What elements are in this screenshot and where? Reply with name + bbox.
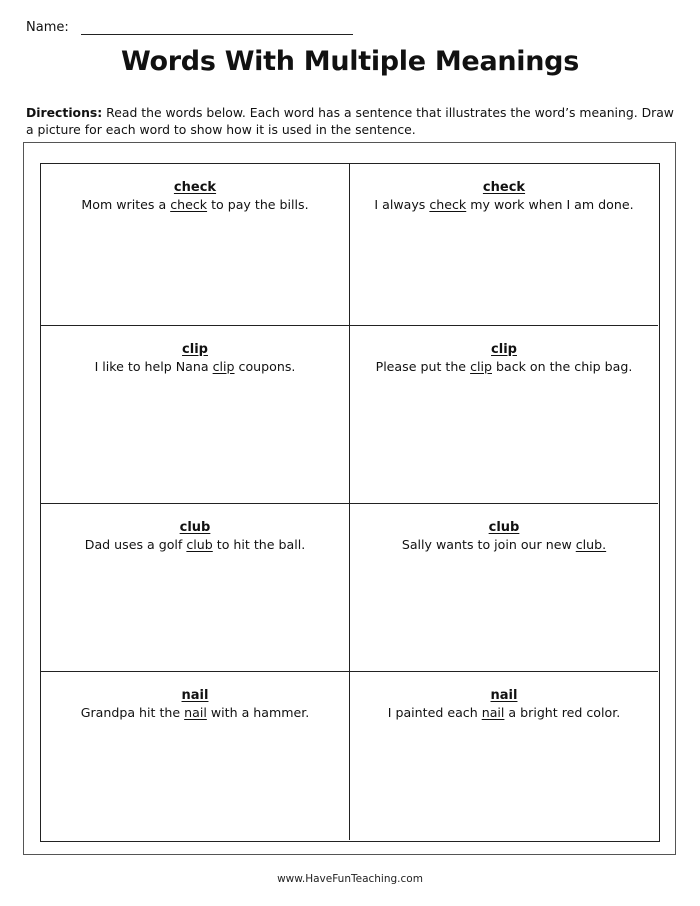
sentence-end: to pay the bills. — [207, 197, 309, 212]
drawing-cell-nail-2[interactable] — [350, 672, 658, 840]
word-heading: nail — [490, 688, 518, 703]
drawing-cell-club-1[interactable] — [41, 504, 350, 672]
sentence-end: to hit the ball. — [212, 537, 306, 552]
drawing-cell-check-1[interactable] — [41, 164, 350, 326]
underlined-word: clip — [470, 359, 492, 374]
sentence-start: Grandpa hit the — [80, 705, 185, 720]
underlined-word: nail — [481, 705, 505, 720]
sentence-start: I like to help Nana — [94, 359, 213, 374]
sentence-start: I always — [374, 197, 430, 212]
word-heading: club — [488, 520, 520, 535]
example-sentence — [350, 536, 658, 553]
example-sentence — [41, 196, 349, 213]
directions-text: Read the words below. Each word has a sentence that illustrates the word’s meaning. Draw a picture for each word to show how it is used in the sentence. — [26, 105, 674, 137]
sentence-start: I painted each — [387, 705, 482, 720]
sentence-start: Sally wants to join our new — [401, 537, 576, 552]
drawing-cell-clip-1[interactable] — [41, 326, 350, 504]
example-sentence — [350, 704, 658, 721]
footer-website: www.HaveFunTeaching.com — [277, 873, 423, 885]
underlined-word: check — [429, 197, 467, 212]
name-label: Name: — [26, 20, 69, 35]
example-sentence — [41, 536, 349, 553]
word-heading: clip — [491, 342, 517, 357]
word-heading: club — [179, 520, 211, 535]
sentence-end: back on the chip bag. — [491, 359, 633, 374]
underlined-word: club. — [575, 537, 607, 552]
word-heading: check — [482, 180, 526, 195]
example-sentence — [350, 358, 658, 375]
name-row — [26, 20, 353, 35]
sentence-start: Please put the — [375, 359, 471, 374]
sentence-end: coupons. — [234, 359, 296, 374]
drawing-grid — [40, 163, 660, 842]
directions-label: Directions: — [26, 105, 103, 120]
underlined-word: check — [170, 197, 208, 212]
directions — [26, 104, 676, 138]
sentence-start: Dad uses a golf — [84, 537, 187, 552]
example-sentence — [350, 196, 658, 213]
page-title: Words With Multiple Meanings — [121, 46, 579, 77]
word-heading: nail — [181, 688, 209, 703]
word-heading: check — [173, 180, 217, 195]
sentence-end: a bright red color. — [504, 705, 621, 720]
sentence-start: Mom writes a — [81, 197, 171, 212]
example-sentence — [41, 704, 349, 721]
underlined-word: nail — [184, 705, 207, 720]
drawing-cell-club-2[interactable] — [350, 504, 658, 672]
sentence-end: my work when I am done. — [466, 197, 634, 212]
sentence-end: with a hammer. — [206, 705, 310, 720]
example-sentence — [41, 358, 349, 375]
underlined-word: clip — [212, 359, 235, 374]
drawing-cell-check-2[interactable] — [350, 164, 658, 326]
drawing-cell-nail-1[interactable] — [41, 672, 350, 840]
name-write-line[interactable] — [81, 20, 353, 35]
underlined-word: club — [186, 537, 213, 552]
word-heading: clip — [182, 342, 208, 357]
drawing-cell-clip-2[interactable] — [350, 326, 658, 504]
